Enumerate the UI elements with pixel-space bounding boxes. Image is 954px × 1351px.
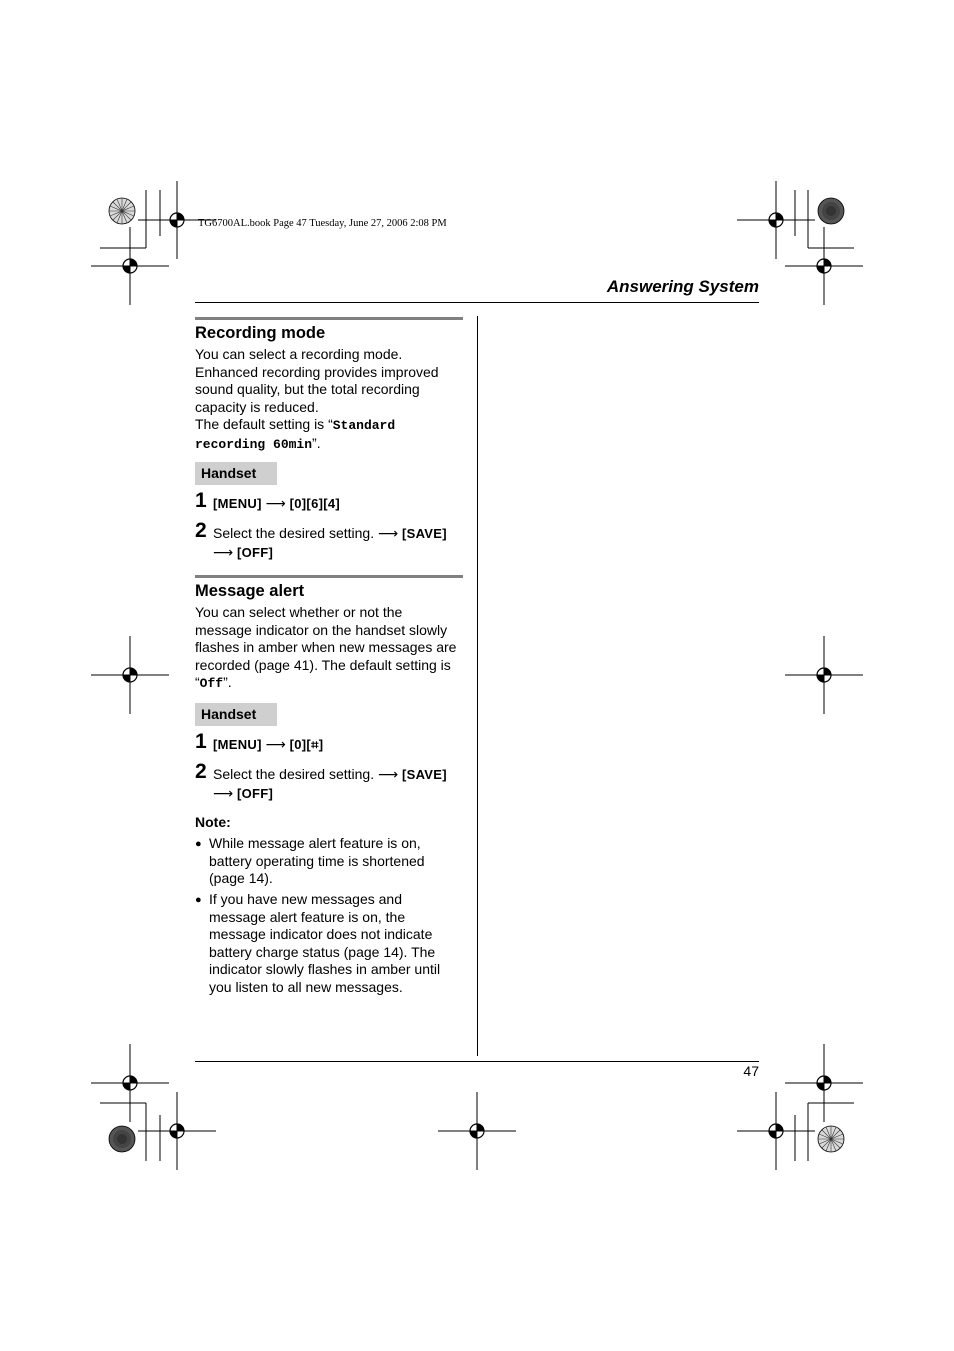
header-rule [195, 302, 759, 303]
section-rule [195, 575, 463, 578]
registration-target-icon [138, 1092, 216, 1170]
step-number: 1 [195, 730, 207, 753]
pound-key-icon: ⌗ [311, 737, 319, 752]
arrow-right-icon: ⟶ [265, 736, 286, 752]
page-number: 47 [743, 1063, 759, 1079]
bullet-icon: ● [195, 894, 202, 906]
registration-target-icon [91, 636, 169, 714]
step-1-instruction: [MENU] ⟶ [0][6][4] [213, 495, 341, 511]
registration-target-icon [785, 636, 863, 714]
registration-star-icon [818, 1126, 844, 1152]
step-2-instruction: Select the desired setting. ⟶ [SAVE] ⟶ [OFF] [213, 525, 447, 560]
registration-target-icon [785, 227, 863, 305]
print-info: TG6700AL.book Page 47 Tuesday, June 27, 2006 2:08 PM [198, 218, 447, 229]
handset-tab: Handset [195, 703, 277, 726]
arrow-right-icon: ⟶ [265, 495, 286, 511]
registration-star-icon [818, 198, 844, 224]
registration-target-icon [737, 1092, 815, 1170]
note-item: If you have new messages and message alert feature is on, the message indicator does not indicate battery charge status (page 14). The indicator slowly flashes in amber until you listen to all new messages. [209, 891, 441, 995]
registration-target-icon [91, 1044, 169, 1122]
recording-mode-description: You can select a recording mode. Enhanced recording provides improved sound quality, but the total recording capacity is reduced. The default setting is “Standard recording 60min”. [195, 346, 439, 452]
bullet-icon: ● [195, 838, 202, 850]
registration-target-icon [737, 181, 815, 259]
section-title-message-alert: Message alert [195, 582, 305, 600]
registration-target-icon [91, 227, 169, 305]
arrow-right-icon: ⟶ [213, 544, 234, 560]
section-rule [195, 317, 463, 320]
arrow-right-icon: ⟶ [378, 525, 399, 541]
footer-rule [195, 1061, 759, 1062]
note-item: While message alert feature is on, battery operating time is shortened (page 14). [209, 835, 425, 887]
handset-tab: Handset [195, 462, 277, 485]
step-number: 1 [195, 489, 207, 512]
step-number: 2 [195, 519, 207, 542]
registration-target-icon [438, 1092, 516, 1170]
registration-star-icon [109, 198, 135, 224]
arrow-right-icon: ⟶ [213, 785, 234, 801]
registration-target-icon [785, 1044, 863, 1122]
registration-star-icon [109, 1126, 135, 1152]
step-number: 2 [195, 760, 207, 783]
section-title-recording-mode: Recording mode [195, 324, 326, 342]
step-2-instruction: Select the desired setting. ⟶ [SAVE] ⟶ [OFF] [213, 766, 447, 801]
step-1-instruction: [MENU] ⟶ [0][⌗] [213, 736, 324, 752]
arrow-right-icon: ⟶ [378, 766, 399, 782]
message-alert-description: You can select whether or not the message indicator on the handset slowly flashes in amber when new messages are recorded (page 41). The default setting is “Off”. [195, 604, 457, 692]
note-label: Note: [195, 814, 231, 830]
header-title: Answering System [606, 277, 759, 296]
column-divider [477, 316, 478, 1056]
